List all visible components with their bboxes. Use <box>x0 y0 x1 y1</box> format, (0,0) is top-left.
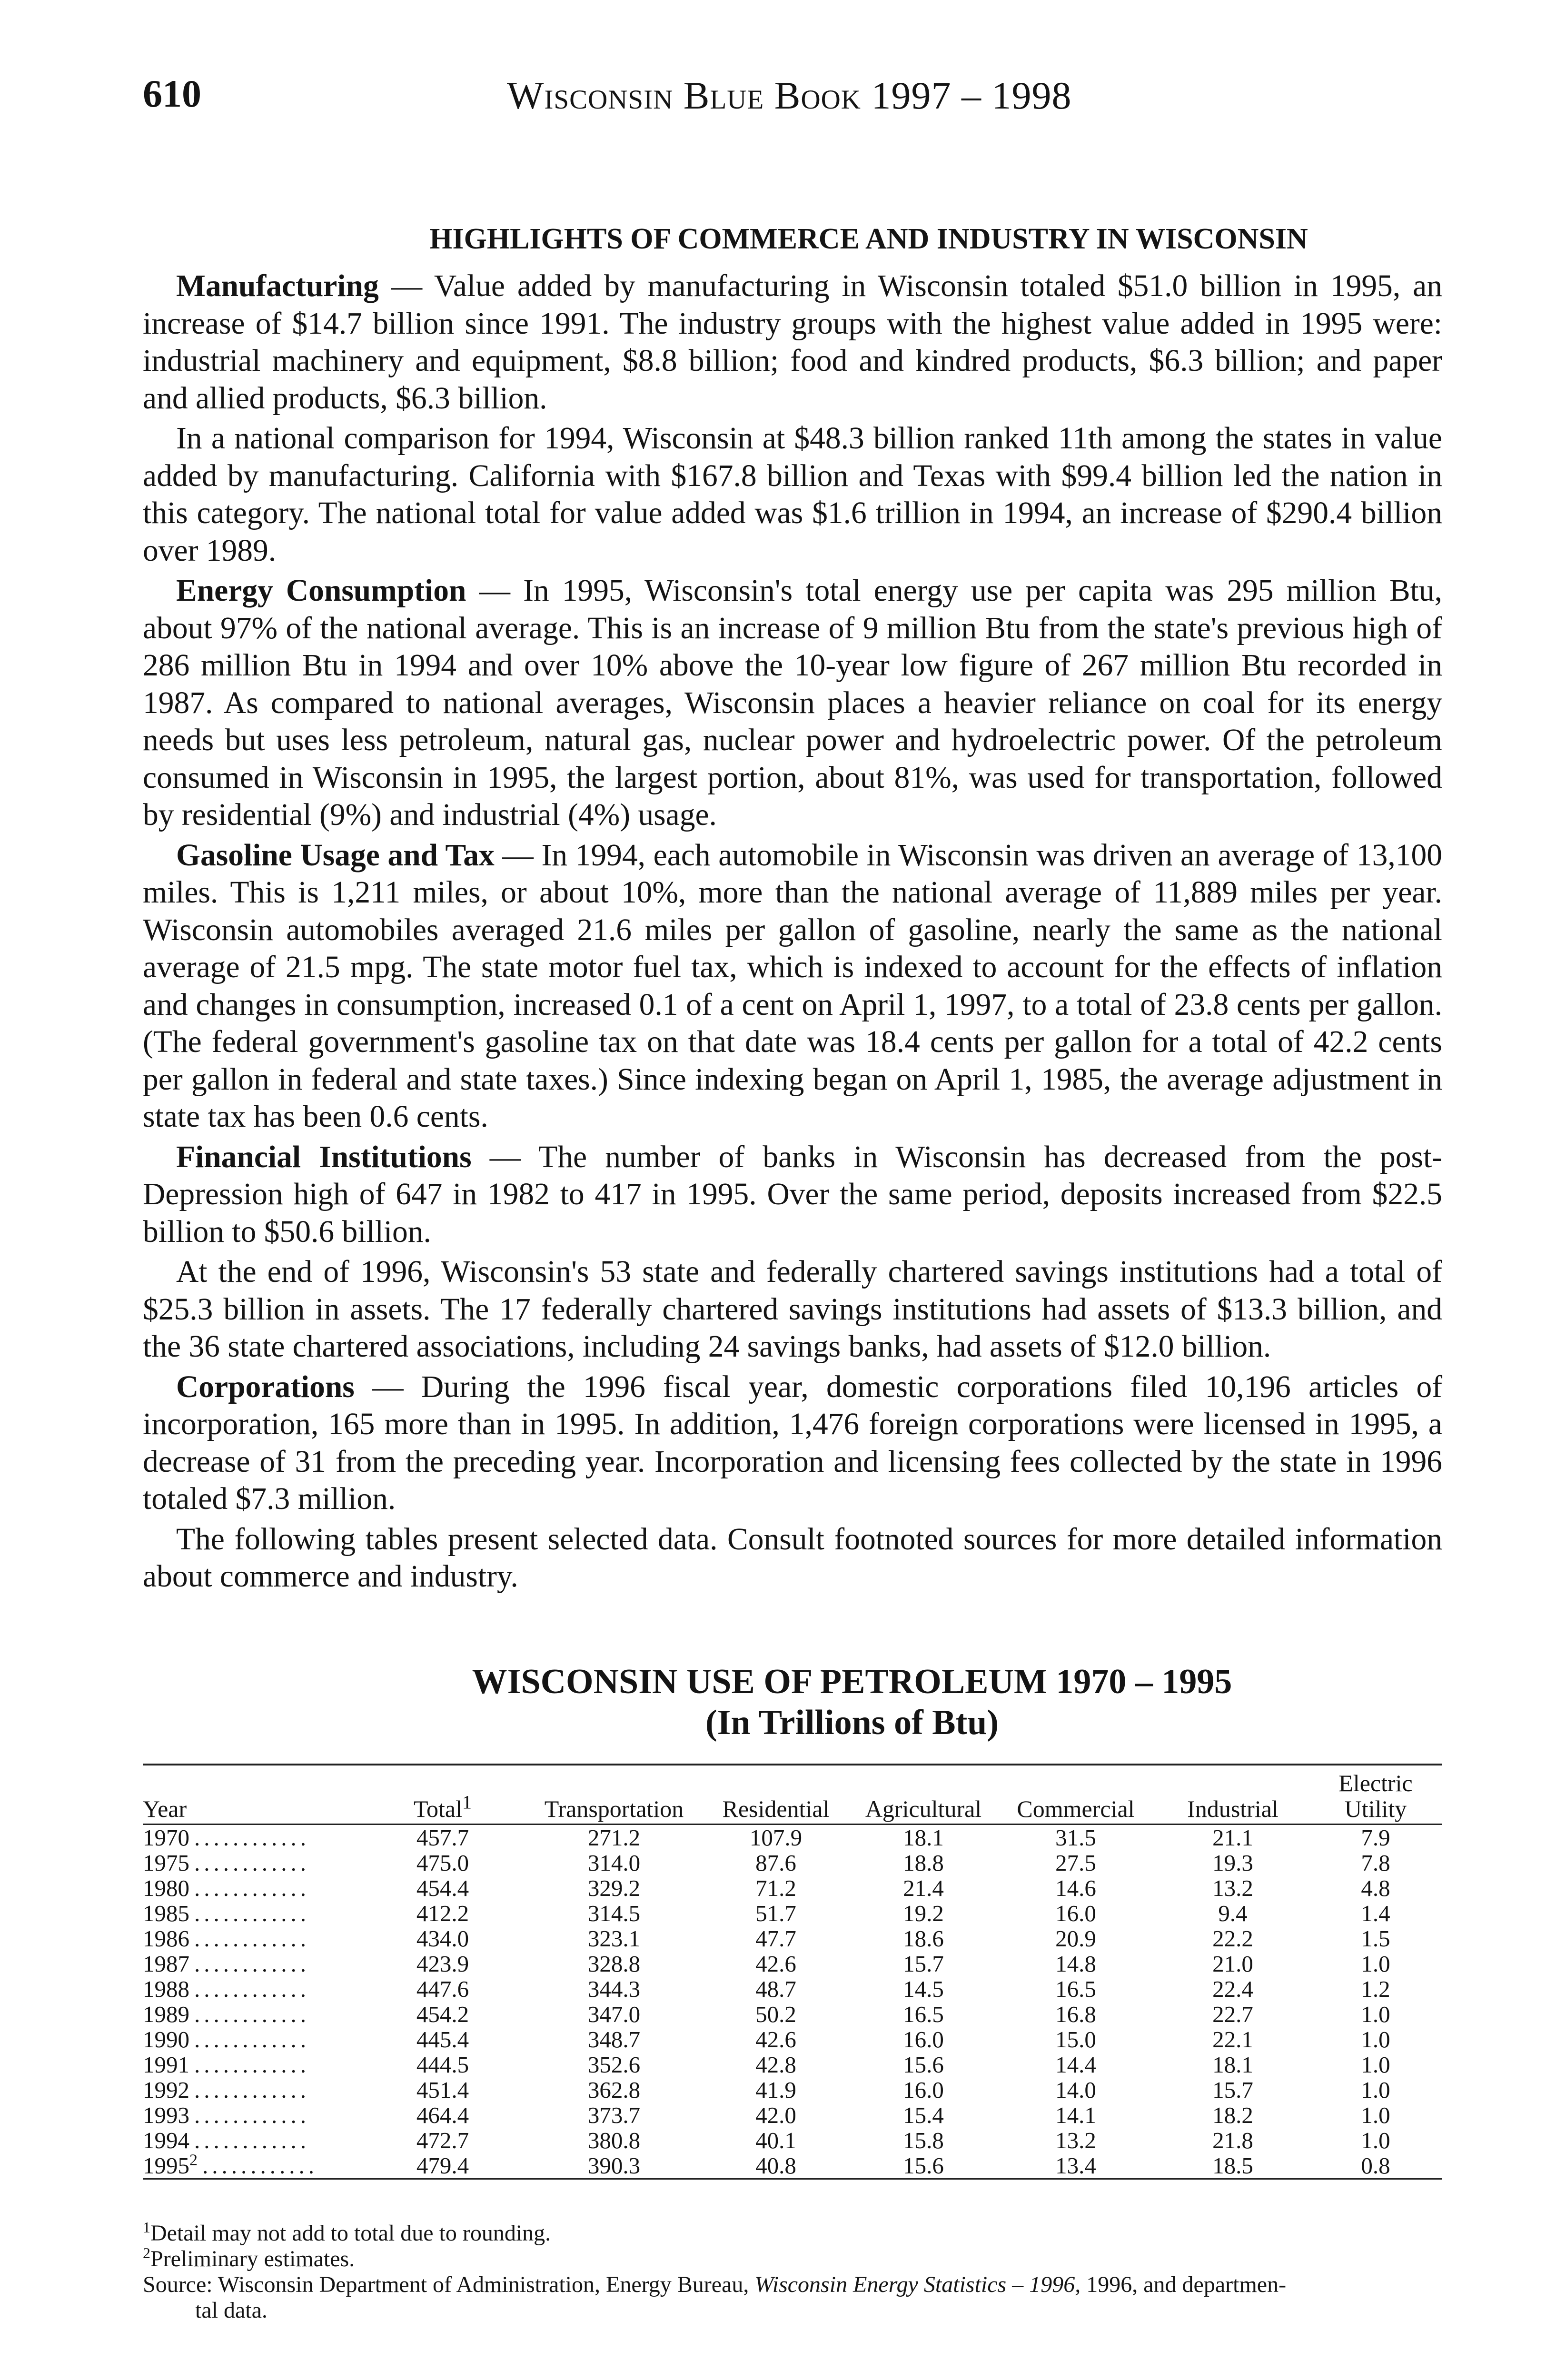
cell-year <box>143 2027 390 2052</box>
cell-year <box>143 1850 390 1875</box>
leader-dots: ............ <box>194 2077 310 2102</box>
paragraph <box>143 572 1442 834</box>
source-suffix: 1996, and departmen- <box>1080 2272 1287 2297</box>
cell-agricultural: 16.5 <box>903 2001 944 2027</box>
col-header-commercial: Commercial <box>1017 1795 1135 1822</box>
cell-electric: 1.0 <box>1361 2001 1390 2027</box>
page-header <box>0 71 1546 119</box>
cell-total: 447.6 <box>416 1976 469 2002</box>
cell-year-value: 1995 <box>143 2153 189 2178</box>
cell-residential: 71.2 <box>755 1875 796 1901</box>
cell-year-value: 1970 <box>143 1825 189 1850</box>
table-row <box>143 2052 1442 2077</box>
cell-commercial: 14.6 <box>1055 1875 1096 1901</box>
table-title <box>143 1661 1442 1743</box>
page-number: 610 <box>143 72 201 115</box>
cell-electric: 7.8 <box>1361 1850 1390 1876</box>
cell-year <box>143 2077 390 2102</box>
paragraph-text: At the end of 1996, Wisconsin's 53 state and federally chartered savings institutions had a total of $25.3 billion in assets. The 17 federally chartered savings institutions had assets of $13.3 billion, and the 36 state chartered associations, including 24 savings banks, had assets of $12.0 billion. <box>143 1255 1442 1364</box>
cell-industrial: 22.7 <box>1212 2001 1253 2027</box>
cell-total: 454.2 <box>416 2001 469 2027</box>
cell-electric: 1.0 <box>1361 2077 1390 2103</box>
cell-industrial: 13.2 <box>1212 1875 1253 1901</box>
paragraph <box>143 1139 1442 1251</box>
cell-electric: 1.0 <box>1361 2102 1390 2128</box>
footnote-2-text: Preliminary estimates. <box>150 2246 355 2271</box>
cell-year-value: 1985 <box>143 1901 189 1926</box>
paragraph <box>143 268 1442 417</box>
cell-electric: 7.9 <box>1361 1825 1390 1851</box>
cell-residential: 51.7 <box>755 1900 796 1926</box>
cell-year <box>143 1825 390 1850</box>
cell-electric: 1.4 <box>1361 1900 1390 1926</box>
cell-transportation: 352.6 <box>587 2052 641 2078</box>
cell-year <box>143 1926 390 1951</box>
cell-commercial: 16.8 <box>1055 2001 1096 2027</box>
cell-agricultural: 15.6 <box>903 2052 944 2078</box>
cell-electric: 1.0 <box>1361 2127 1390 2153</box>
cell-year-value: 1986 <box>143 1926 189 1951</box>
cell-electric: 1.5 <box>1361 1925 1390 1952</box>
cell-year-value: 1994 <box>143 2128 189 2153</box>
cell-transportation: 323.1 <box>587 1925 641 1952</box>
table-row <box>143 1825 1442 1850</box>
cell-industrial: 15.7 <box>1212 2077 1253 2103</box>
cell-total: 412.2 <box>416 1900 469 1926</box>
cell-residential: 107.9 <box>749 1825 803 1851</box>
cell-year <box>143 1901 390 1926</box>
cell-transportation: 344.3 <box>587 1976 641 2002</box>
cell-commercial: 14.4 <box>1055 2052 1096 2078</box>
table-header <box>143 1765 1442 1825</box>
cell-commercial: 13.4 <box>1055 2152 1096 2179</box>
cell-year <box>143 2128 390 2153</box>
cell-total: 457.7 <box>416 1825 469 1851</box>
cell-transportation: 328.8 <box>587 1951 641 1977</box>
leader-dots: ............ <box>194 1976 310 2002</box>
cell-agricultural: 15.8 <box>903 2127 944 2153</box>
cell-electric: 1.2 <box>1361 1976 1390 2002</box>
cell-agricultural: 18.1 <box>903 1825 944 1851</box>
paragraph <box>143 837 1442 1136</box>
paragraph-text: — Value added by manufacturing in Wisconsin totaled $51.0 billion in 1995, an increase of $14.7 billion since 1991. The industry groups with the highest value added in 1995 were: industrial machinery and equipment, $8.8 billion; food and kindred products, $6.3 billion; and paper and allied products, $6.3 billion. <box>143 269 1442 416</box>
cell-industrial: 9.4 <box>1218 1900 1248 1926</box>
cell-industrial: 22.4 <box>1212 1976 1253 2002</box>
paragraph-lead-heading: Gasoline Usage and Tax <box>176 838 495 873</box>
paragraphs <box>143 268 1442 1596</box>
cell-industrial: 18.2 <box>1212 2102 1253 2128</box>
col-header-electric-utility <box>1314 1770 1437 1822</box>
table-row <box>143 2153 1442 2180</box>
cell-commercial: 14.1 <box>1055 2102 1096 2128</box>
paragraph-lead-heading: Financial Institutions <box>176 1140 472 1174</box>
cell-commercial: 13.2 <box>1055 2127 1096 2153</box>
cell-transportation: 271.2 <box>587 1825 641 1851</box>
col-header-agricultural: Agricultural <box>865 1795 982 1822</box>
cell-electric: 4.8 <box>1361 1875 1390 1901</box>
cell-industrial: 19.3 <box>1212 1850 1253 1876</box>
paragraph-text: In a national comparison for 1994, Wisconsin at $48.3 billion ranked 11th among the states in value added by manufacturing. California with $167.8 billion and Texas with $99.4 billion led the nation in this category. The national total for value added was $1.6 trillion in 1994, an increase of $290.4 billion over 1989. <box>143 421 1442 568</box>
cell-industrial: 22.2 <box>1212 1925 1253 1952</box>
table-title-line1: WISCONSIN USE OF PETROLEUM 1970 – 1995 <box>472 1662 1232 1701</box>
cell-total: 472.7 <box>416 2127 469 2153</box>
source-title: Wisconsin Energy Statistics – 1996, <box>754 2272 1081 2297</box>
cell-year-value: 1975 <box>143 1850 189 1875</box>
table-title-line2: (In Trillions of Btu) <box>705 1703 999 1742</box>
cell-agricultural: 15.7 <box>903 1951 944 1977</box>
cell-agricultural: 18.8 <box>903 1850 944 1876</box>
cell-year <box>143 1875 390 1901</box>
cell-residential: 42.0 <box>755 2102 796 2128</box>
paragraph-text: — During the 1996 fiscal year, domestic corporations filed 10,196 articles of incorporation, 165 more than in 1995. In addition, 1,476 foreign corporations were licensed in 1995, a decrease of 31 from the preceding year. Incorporation and licensing fees collected by the state in 1996 totaled $7.3 million. <box>143 1369 1442 1516</box>
cell-commercial: 15.0 <box>1055 2026 1096 2053</box>
cell-agricultural: 19.2 <box>903 1900 944 1926</box>
cell-total: 475.0 <box>416 1850 469 1876</box>
leader-dots: ............ <box>194 2128 310 2153</box>
cell-year <box>143 1951 390 1976</box>
cell-year-value: 1988 <box>143 1976 189 2002</box>
cell-commercial: 16.0 <box>1055 1900 1096 1926</box>
col-header-total <box>400 1791 486 1822</box>
cell-electric: 1.0 <box>1361 2026 1390 2053</box>
cell-transportation: 348.7 <box>587 2026 641 2053</box>
cell-year-value: 1987 <box>143 1951 189 1976</box>
leader-dots: ............ <box>194 2102 310 2128</box>
col-header-industrial: Industrial <box>1187 1795 1278 1822</box>
cell-total: 445.4 <box>416 2026 469 2053</box>
footnote-1-text: Detail may not add to total due to rounding. <box>150 2221 551 2246</box>
cell-transportation: 314.0 <box>587 1850 641 1876</box>
cell-residential: 40.8 <box>755 2152 796 2179</box>
col-header-transportation: Transportation <box>544 1795 684 1822</box>
cell-transportation: 314.5 <box>587 1900 641 1926</box>
footnote-1-marker: 1 <box>143 2219 150 2236</box>
cell-residential: 47.7 <box>755 1925 796 1952</box>
cell-industrial: 22.1 <box>1212 2026 1253 2053</box>
col-header-year: Year <box>143 1795 187 1822</box>
cell-commercial: 27.5 <box>1055 1850 1096 1876</box>
leader-dots: ............ <box>194 1901 310 1926</box>
cell-year <box>143 1976 390 2002</box>
cell-agricultural: 15.4 <box>903 2102 944 2128</box>
source-continuation: tal data. <box>195 2298 268 2323</box>
table-row <box>143 1901 1442 1926</box>
cell-year-value: 1980 <box>143 1875 189 1901</box>
cell-commercial: 20.9 <box>1055 1925 1096 1952</box>
cell-commercial: 16.5 <box>1055 1976 1096 2002</box>
leader-dots: ............ <box>194 1875 310 1901</box>
table-row <box>143 2077 1442 2102</box>
leader-dots: ............ <box>194 1825 310 1850</box>
cell-agricultural: 14.5 <box>903 1976 944 2002</box>
cell-year-value: 1990 <box>143 2027 189 2052</box>
table-row <box>143 1850 1442 1875</box>
cell-transportation: 362.8 <box>587 2077 641 2103</box>
leader-dots: ............ <box>194 2027 310 2052</box>
paragraph-text: — In 1995, Wisconsin's total energy use per capita was 295 million Btu, about 97% of the national average. This is an increase of 9 million Btu from the state's previous high of 286 million Btu in 1994 and over 10% above the 10-year low figure of 267 million Btu recorded in 1987. As compared to national averages, Wisconsin places a heavier reliance on coal for its energy needs but uses less petroleum, natural gas, nuclear power and hydroelectric power. Of the petroleum consumed in Wisconsin in 1995, the largest portion, about 81%, was used for transportation, followed by residential (9%) and industrial (4%) usage. <box>143 574 1442 832</box>
cell-industrial: 21.0 <box>1212 1951 1253 1977</box>
footnote-2 <box>143 2246 1442 2272</box>
table-row <box>143 2002 1442 2027</box>
running-title: Wisconsin Blue Book 1997 – 1998 <box>507 74 1072 117</box>
cell-commercial: 31.5 <box>1055 1825 1096 1851</box>
table-body <box>143 1825 1442 2180</box>
paragraph <box>143 420 1442 569</box>
cell-industrial: 18.5 <box>1212 2152 1253 2179</box>
cell-year-value: 1989 <box>143 2002 189 2027</box>
cell-year <box>143 2052 390 2077</box>
paragraph <box>143 1521 1442 1596</box>
cell-residential: 50.2 <box>755 2001 796 2027</box>
table-row <box>143 1926 1442 1951</box>
cell-year-footnote-marker: 2 <box>189 2153 198 2169</box>
leader-dots: ............ <box>194 2002 310 2027</box>
leader-dots: ............ <box>194 2052 310 2077</box>
paragraph <box>143 1368 1442 1518</box>
paragraph-lead-heading: Manufacturing <box>176 269 379 303</box>
table-row <box>143 2128 1442 2153</box>
paragraph-text: — In 1994, each automobile in Wisconsin was driven an average of 13,100 miles. This is 1,211 miles, or about 10%, more than the national average of 11,889 miles per year. Wisconsin automobiles averaged 21.6 miles per gallon of gasoline, nearly the same as the national average of 21.5 mpg. The state motor fuel tax, which is indexed to account for the effects of inflation and changes in consumption, increased 0.1 of a cent on April 1, 1997, to a total of 23.8 cents per gallon. (The federal government's gasoline tax on that date was 18.4 cents per gallon for a total of 42.2 cents per gallon in federal and state taxes.) Since indexing began on April 1, 1985, the average adjustment in state tax has been 0.6 cents. <box>143 838 1442 1134</box>
col-header-residential: Residential <box>722 1795 830 1822</box>
cell-transportation: 373.7 <box>587 2102 641 2128</box>
paragraph <box>143 1253 1442 1366</box>
leader-dots: ............ <box>194 1926 310 1951</box>
leader-dots: ............ <box>194 1951 310 1976</box>
col-header-electric-l1: Electric <box>1338 1770 1413 1796</box>
cell-industrial: 18.1 <box>1212 2052 1253 2078</box>
table-row <box>143 2102 1442 2128</box>
cell-agricultural: 16.0 <box>903 2026 944 2053</box>
article-body <box>143 220 1442 1598</box>
table-row <box>143 1951 1442 1976</box>
cell-residential: 48.7 <box>755 1976 796 2002</box>
cell-electric: 0.8 <box>1361 2152 1390 2179</box>
cell-residential: 42.6 <box>755 1951 796 1977</box>
leader-dots: ............ <box>194 1850 310 1875</box>
table-row <box>143 1976 1442 2002</box>
cell-residential: 41.9 <box>755 2077 796 2103</box>
cell-year-value: 1991 <box>143 2052 189 2077</box>
cell-year-value: 1992 <box>143 2077 189 2102</box>
cell-commercial: 14.8 <box>1055 1951 1096 1977</box>
cell-transportation: 347.0 <box>587 2001 641 2027</box>
cell-year <box>143 2002 390 2027</box>
section-title: HIGHLIGHTS OF COMMERCE AND INDUSTRY IN WISCONSIN <box>429 223 1308 255</box>
cell-total: 434.0 <box>416 1925 469 1952</box>
cell-total: 423.9 <box>416 1951 469 1977</box>
cell-transportation: 380.8 <box>587 2127 641 2153</box>
paragraph-text: — The number of banks in Wisconsin has decreased from the post-Depression high of 647 in 1982 to 417 in 1995. Over the same period, deposits increased from $22.5 billion to $50.6 billion. <box>143 1140 1442 1249</box>
source-prefix: Source: Wisconsin Department of Administration, Energy Bureau, <box>143 2272 755 2297</box>
cell-electric: 1.0 <box>1361 1951 1390 1977</box>
paragraph-lead-heading: Energy Consumption <box>176 574 466 608</box>
paragraph-text: The following tables present selected data. Consult footnoted sources for more detailed information about commerce and industry. <box>143 1522 1442 1594</box>
cell-agricultural: 21.4 <box>903 1875 944 1901</box>
paragraph-lead-heading: Corporations <box>176 1369 355 1404</box>
cell-total: 464.4 <box>416 2102 469 2128</box>
cell-year <box>143 2102 390 2128</box>
petroleum-table <box>143 1764 1442 2180</box>
cell-electric: 1.0 <box>1361 2052 1390 2078</box>
cell-commercial: 14.0 <box>1055 2077 1096 2103</box>
table-row <box>143 1875 1442 1901</box>
col-header-total-text: Total <box>413 1795 463 1822</box>
cell-industrial: 21.1 <box>1212 1825 1253 1851</box>
cell-residential: 87.6 <box>755 1850 796 1876</box>
leader-dots: ............ <box>202 2153 318 2178</box>
cell-agricultural: 18.6 <box>903 1925 944 1952</box>
col-header-total-sup: 1 <box>462 1791 472 1813</box>
cell-year-value: 1993 <box>143 2102 189 2128</box>
footnote-2-marker: 2 <box>143 2244 150 2261</box>
cell-residential: 42.8 <box>755 2052 796 2078</box>
source-note <box>143 2272 1442 2323</box>
cell-agricultural: 16.0 <box>903 2077 944 2103</box>
cell-transportation: 329.2 <box>587 1875 641 1901</box>
cell-total: 444.5 <box>416 2052 469 2078</box>
cell-industrial: 21.8 <box>1212 2127 1253 2153</box>
table-footnotes <box>143 2221 1442 2323</box>
cell-transportation: 390.3 <box>587 2152 641 2179</box>
footnote-1 <box>143 2221 1442 2246</box>
cell-year <box>143 2153 390 2178</box>
cell-total: 451.4 <box>416 2077 469 2103</box>
cell-agricultural: 15.6 <box>903 2152 944 2179</box>
cell-residential: 40.1 <box>755 2127 796 2153</box>
col-header-electric-l2: Utility <box>1344 1795 1407 1822</box>
cell-residential: 42.6 <box>755 2026 796 2053</box>
cell-total: 454.4 <box>416 1875 469 1901</box>
table-row <box>143 2027 1442 2052</box>
cell-total: 479.4 <box>416 2152 469 2179</box>
